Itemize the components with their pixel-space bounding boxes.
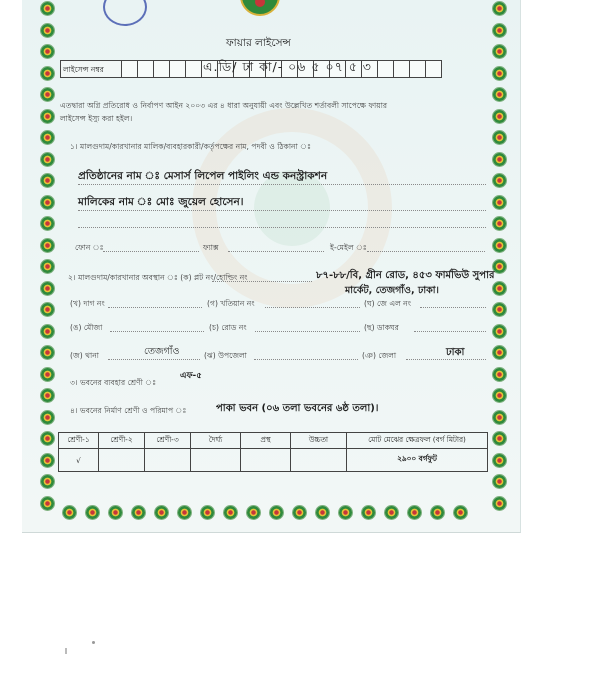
table-row <box>59 449 488 472</box>
border-medallion-icon <box>41 389 54 402</box>
khatian-label: (গ) খতিয়ান নং <box>207 299 255 308</box>
border-medallion-icon <box>493 389 506 402</box>
border-medallion-icon <box>339 506 352 519</box>
border-medallion-icon <box>493 325 506 338</box>
border-medallion-icon <box>41 196 54 209</box>
border-medallion-icon <box>41 325 54 338</box>
category-1-tick: √ <box>59 449 99 472</box>
border-medallion-icon <box>493 368 506 381</box>
jl-label: (ঘ) জে এল নং <box>364 299 411 308</box>
border-medallion-icon <box>155 506 168 519</box>
section-1-heading: ১। মালগুদাম/কারখানার মালিক/ব্যবহারকারী/কর্তৃপক্ষের নাম, পদবী ও ঠিকানা ঃ <box>70 142 312 151</box>
road-label: (চ) রোড নং <box>209 323 247 332</box>
border-medallion-icon <box>493 260 506 273</box>
table-cell <box>99 449 145 472</box>
border-medallion-icon <box>41 454 54 467</box>
border-medallion-icon <box>41 432 54 445</box>
dag-line <box>108 307 202 308</box>
border-medallion-icon <box>493 346 506 359</box>
post-office-label: (ছ) ডাকঘর <box>364 323 399 332</box>
license-number-box <box>154 60 170 78</box>
border-medallion-icon <box>41 497 54 510</box>
border-medallion-icon <box>493 239 506 252</box>
border-medallion-icon <box>86 506 99 519</box>
border-medallion-icon <box>41 2 54 15</box>
border-medallion-icon <box>493 497 506 510</box>
district-value: ঢাকা <box>446 347 465 358</box>
license-number-value: এ.ডি/ ঢা কা/- ০৬ ৫ ০৭ ৫ ৩ <box>203 59 372 74</box>
border-medallion-icon <box>431 506 444 519</box>
border-medallion-icon <box>293 506 306 519</box>
fax-line <box>228 251 324 252</box>
table-header-cell: মোট মেঝের ক্ষেত্রফল (বর্গ মিটার) <box>347 433 488 449</box>
table-header-cell: শ্রেণী-৩ <box>145 433 191 449</box>
mouza-label: (ঙ) মৌজা <box>70 323 103 332</box>
table-header-cell: উচ্চতা <box>291 433 347 449</box>
jl-line <box>420 307 486 308</box>
border-medallion-icon <box>41 411 54 424</box>
border-medallion-icon <box>493 432 506 445</box>
border-medallion-icon <box>41 153 54 166</box>
blank-address-line <box>78 227 486 228</box>
mouza-line <box>110 331 204 332</box>
fax-label: ফ্যাক্স <box>203 243 219 252</box>
border-medallion-icon <box>493 131 506 144</box>
border-medallion-icon <box>41 282 54 295</box>
border-medallion-icon <box>493 454 506 467</box>
table-header-cell: শ্রেণী-২ <box>99 433 145 449</box>
border-medallion-icon <box>247 506 260 519</box>
border-medallion-icon <box>41 88 54 101</box>
license-number-box <box>138 60 154 78</box>
table-header-cell: শ্রেণী-১ <box>59 433 99 449</box>
border-medallion-icon <box>385 506 398 519</box>
license-number-row <box>60 60 442 80</box>
border-medallion-icon <box>493 2 506 15</box>
holding-address: ৮৭-৮৮/বি, গ্রীন রোড, ৪৫৩ ফার্মভিউ সুপার <box>316 270 495 281</box>
border-medallion-icon <box>41 67 54 80</box>
table-cell <box>291 449 347 472</box>
border-medallion-icon <box>41 475 54 488</box>
border-medallion-icon <box>493 88 506 101</box>
border-medallion-icon <box>224 506 237 519</box>
border-medallion-icon <box>201 506 214 519</box>
border-medallion-icon <box>41 239 54 252</box>
organization-name: প্রতিষ্ঠানের নাম ঃ মেসার্স লিপেল পাইলিং এন্ড কনস্ট্রাকশন <box>78 170 328 182</box>
table-header-row <box>59 433 488 449</box>
stray-mark <box>92 641 95 644</box>
border-medallion-icon <box>109 506 122 519</box>
license-number-box <box>186 60 202 78</box>
dag-label: (খ) দাগ নং <box>70 299 105 308</box>
district-label: (ঞ) জেলা <box>362 351 397 360</box>
border-medallion-icon <box>41 24 54 37</box>
construction-class-value: পাকা ভবন (০৬ তলা ভবনের ৬ষ্ঠ তলা)। <box>216 403 379 414</box>
document-title: ফায়ার লাইসেন্স <box>226 37 291 49</box>
border-medallion-icon <box>362 506 375 519</box>
border-medallion-icon <box>41 303 54 316</box>
building-category-table <box>58 432 488 472</box>
border-medallion-icon <box>493 24 506 37</box>
section-2-heading: ২। মালগুদাম/কারখানার অবস্থান ঃ (ক) প্লট নং/হোল্ডিং নং <box>68 273 248 282</box>
table-header-cell: দৈর্ঘ্য <box>191 433 241 449</box>
border-medallion-icon <box>493 45 506 58</box>
table-cell <box>191 449 241 472</box>
khatian-line <box>265 307 360 308</box>
table-cell <box>145 449 191 472</box>
border-medallion-icon <box>41 346 54 359</box>
border-medallion-icon <box>493 196 506 209</box>
border-medallion-icon <box>41 110 54 123</box>
border-medallion-icon <box>41 174 54 187</box>
owner-name: মালিকের নাম ঃ মোঃ জুয়েল হোসেন। <box>78 196 244 208</box>
table-header-cell: প্রস্থ <box>241 433 291 449</box>
holding-line-lead <box>212 281 312 282</box>
license-number-box <box>378 60 394 78</box>
border-medallion-icon <box>41 45 54 58</box>
license-number-box <box>170 60 186 78</box>
stray-mark <box>65 648 67 654</box>
border-medallion-icon <box>41 217 54 230</box>
road-line <box>255 331 360 332</box>
phone-label: ফোন ঃ <box>75 243 104 252</box>
building-use-value: এফ-৫ <box>180 371 202 381</box>
border-medallion-icon <box>493 174 506 187</box>
construction-class-label: ৪। ভবনের নির্মাণ শ্রেণী ও পরিমাপ ঃ <box>70 406 187 415</box>
border-medallion-icon <box>408 506 421 519</box>
license-number-box <box>426 60 442 78</box>
email-label: ই-মেইল ঃ <box>330 243 367 252</box>
phone-line <box>103 251 199 252</box>
border-medallion-icon <box>454 506 467 519</box>
border-medallion-icon <box>63 506 76 519</box>
border-medallion-icon <box>41 131 54 144</box>
border-medallion-icon <box>493 217 506 230</box>
post-office-line <box>414 331 486 332</box>
table-cell <box>241 449 291 472</box>
thana-value: তেজগাঁও <box>144 346 180 357</box>
preamble-line-2: লাইসেন্স ইস্যু করা হইল। <box>60 114 133 123</box>
border-medallion-icon <box>178 506 191 519</box>
border-medallion-icon <box>493 67 506 80</box>
border-medallion-icon <box>493 153 506 166</box>
border-medallion-icon <box>41 260 54 273</box>
upazila-label: (ঝ) উপজেলা <box>204 351 247 360</box>
license-number-label: লাইসেন্স নম্বর <box>60 60 122 78</box>
border-medallion-icon <box>493 475 506 488</box>
license-number-box <box>410 60 426 78</box>
preamble-line-1: এতদ্বারা অগ্নি প্রতিরোধ ও নির্বাপণ আইন ২০০৩ এর ৪ ধারা অনুযায়ী এবং উল্লেখিত শর্তাবলী সাপেক্ষে ফায়ার <box>60 101 388 110</box>
border-medallion-icon <box>270 506 283 519</box>
org-name-line <box>78 184 486 185</box>
license-number-box <box>122 60 138 78</box>
border-medallion-icon <box>493 282 506 295</box>
border-medallion-icon <box>41 368 54 381</box>
border-medallion-icon <box>493 411 506 424</box>
border-medallion-icon <box>493 110 506 123</box>
email-line <box>367 251 485 252</box>
license-number-box <box>394 60 410 78</box>
border-medallion-icon <box>132 506 145 519</box>
holding-address-continued: মার্কেট, তেজগাঁও, ঢাকা। <box>345 285 439 296</box>
building-use-label: ৩। ভবনের ব্যবহার শ্রেণী ঃ <box>70 378 157 387</box>
border-medallion-icon <box>316 506 329 519</box>
thana-label: (জ) থানা <box>70 351 99 360</box>
border-medallion-icon <box>493 303 506 316</box>
upazila-line <box>254 359 358 360</box>
total-floor-area: ২৯০০ বর্গফুট <box>347 449 488 472</box>
owner-name-line <box>78 210 486 211</box>
